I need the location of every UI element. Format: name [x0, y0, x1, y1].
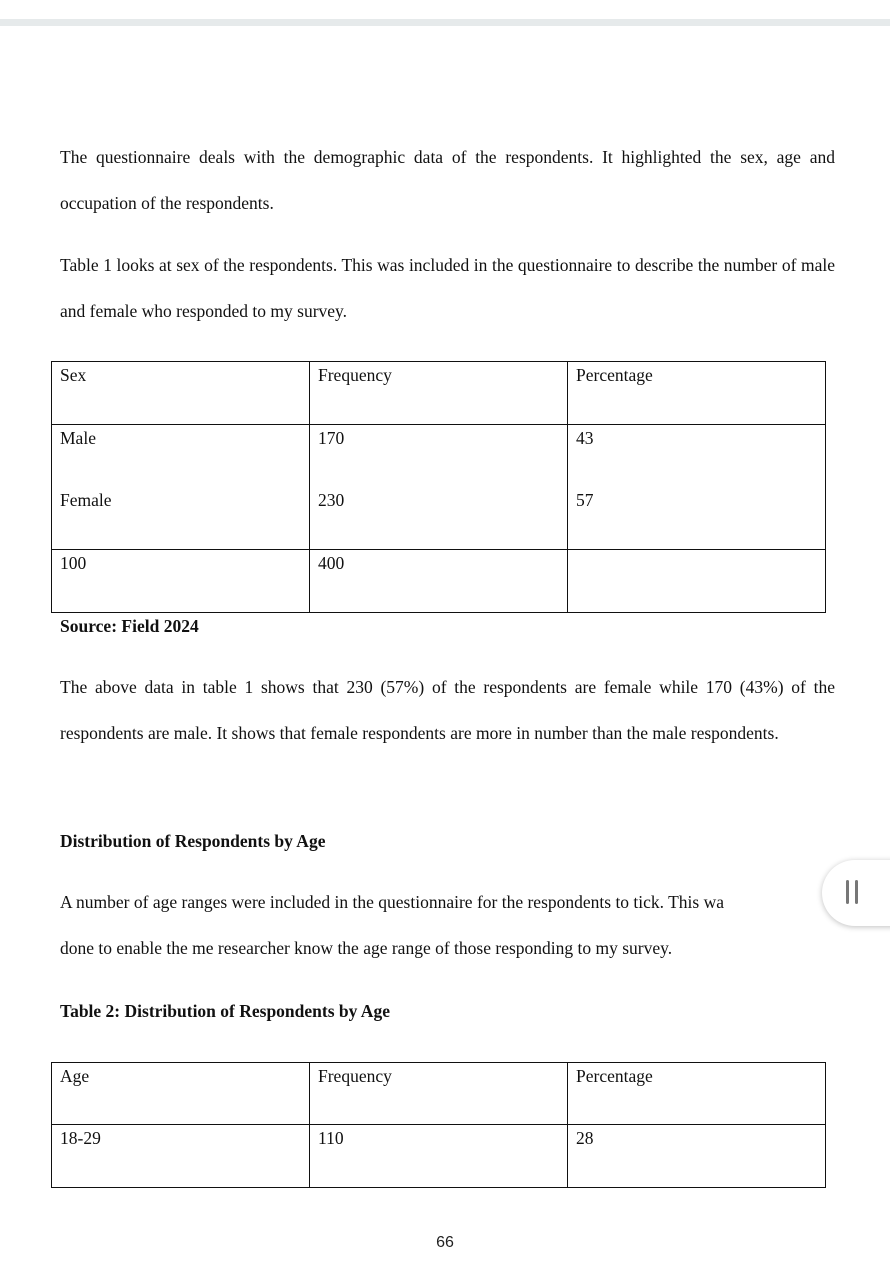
handle-bar: [846, 880, 849, 904]
table1-analysis-paragraph: The above data in table 1 shows that 230 (57%) of the respondents are female while 170 (43%) of the respondents are male. It shows that female respondents are more in number than the male respondents.: [60, 677, 835, 743]
header-cell: Percentage: [568, 362, 826, 425]
table-cell: 100: [52, 550, 310, 613]
table-age-distribution: [51, 1062, 826, 1188]
header-cell: Frequency: [310, 362, 568, 425]
header-cell: Age: [52, 1063, 310, 1125]
table-row: [52, 487, 826, 550]
table-cell: 400: [310, 550, 568, 613]
table-cell: 28: [568, 1125, 826, 1188]
table-cell: 230: [310, 487, 568, 550]
table-sex-distribution: [51, 361, 826, 613]
table-row: [52, 1125, 826, 1188]
table-cell: 18-29: [52, 1125, 310, 1188]
table-cell: 57: [568, 487, 826, 550]
page-number: 66: [436, 1234, 454, 1251]
table-cell: [568, 550, 826, 613]
table1-source: Source: Field 2024: [60, 616, 199, 636]
table-row: [52, 550, 826, 613]
table1-intro-paragraph: Table 1 looks at sex of the respondents. This was included in the questionnaire to describe the number of male and female who responded to my survey.: [60, 255, 835, 321]
header-cell: Frequency: [310, 1063, 568, 1125]
table-cell: 110: [310, 1125, 568, 1188]
table-cell: Male: [52, 425, 310, 487]
age-intro-line-2: done to enable the me researcher know the age range of those responding to my survey.: [60, 938, 673, 958]
section-heading-age: Distribution of Respondents by Age: [60, 831, 326, 851]
top-scroll-bar: [0, 19, 890, 26]
header-cell: Percentage: [568, 1063, 826, 1125]
table-cell: Female: [52, 487, 310, 550]
table-cell: 43: [568, 425, 826, 487]
table-row: [52, 425, 826, 487]
table2-caption: Table 2: Distribution of Respondents by Age: [60, 1001, 390, 1021]
header-cell: Sex: [52, 362, 310, 425]
intro-paragraph: The questionnaire deals with the demographic data of the respondents. It highlighted the sex, age and occupation of the respondents.: [60, 147, 835, 213]
table-header-row: [52, 362, 826, 425]
table-cell: 170: [310, 425, 568, 487]
handle-bar: [855, 880, 858, 904]
drag-handle-icon[interactable]: [822, 860, 890, 926]
age-intro-line-1: A number of age ranges were included in the questionnaire for the respondents to tick. This wa: [60, 892, 725, 912]
table-header-row: [52, 1063, 826, 1125]
